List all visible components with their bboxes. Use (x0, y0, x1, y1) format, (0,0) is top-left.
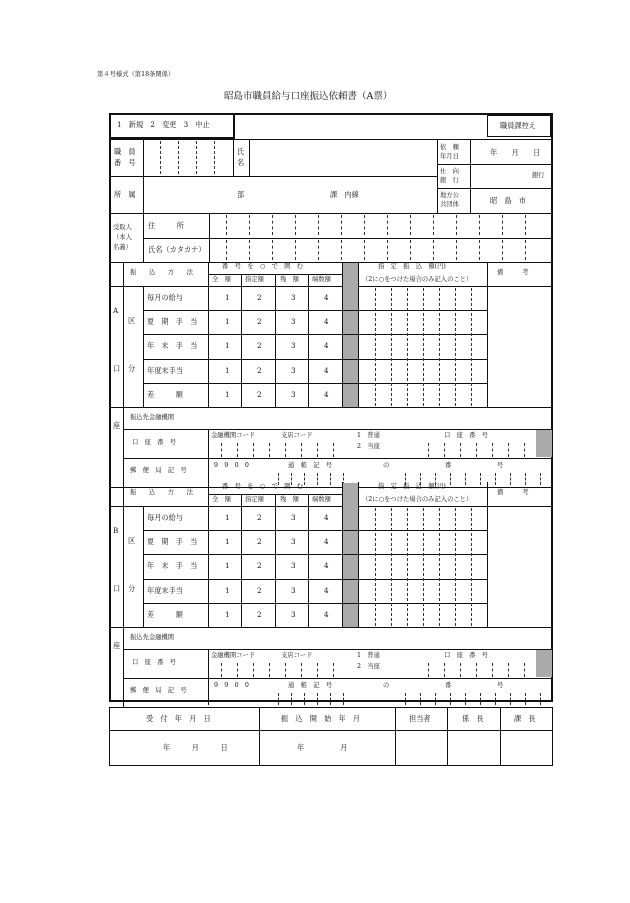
acct-type-1: 1 普通 (357, 652, 380, 659)
transfer-dest-label: 振込先金融機関 (130, 414, 175, 421)
option-number: 2 (257, 586, 262, 595)
dash-line (410, 240, 411, 260)
account-no-label: 口 座 番 号 (132, 439, 177, 446)
designated-amount-label: 指 定 振 込 額(円) (378, 263, 446, 270)
dash-line (433, 215, 434, 235)
shaded-cell (536, 430, 552, 457)
dash-line (221, 443, 222, 457)
go-char: 号 (497, 462, 504, 469)
row-label: 年 末 手 当 (147, 561, 198, 570)
no-char: の (383, 462, 390, 469)
dash-line (249, 240, 250, 260)
dash-line (269, 663, 270, 677)
dash-line (471, 288, 472, 406)
option-number: 1 (225, 513, 230, 522)
grid-line (109, 407, 553, 408)
dash-line (269, 443, 270, 457)
dash-line (405, 693, 406, 705)
grid-line (143, 554, 487, 555)
option-number: 3 (291, 341, 296, 350)
grid-line (143, 310, 487, 311)
option-number: 3 (291, 366, 296, 375)
option-number: 2 (257, 390, 262, 399)
local-gov-label: 地方公 共団体 (440, 192, 459, 208)
dash-line (525, 240, 526, 260)
dash-line (479, 215, 480, 235)
dash-line (301, 663, 302, 677)
kubun-char: 分 (128, 584, 136, 593)
col-header: 残 額 (280, 496, 299, 503)
dash-line (455, 508, 456, 626)
dash-line (272, 240, 273, 260)
dash-line (304, 473, 305, 485)
grid-line (143, 334, 487, 335)
designated-note: （2に○をつけた場合のみ記入のこと） (362, 276, 473, 283)
grid-line (487, 482, 488, 627)
row-label: 年 末 手 当 (147, 341, 198, 350)
shaded-cell (536, 650, 552, 677)
option-number: 2 (257, 293, 262, 302)
passbook-label: 通 帳 記 号 (288, 462, 333, 469)
section-char: 座 (113, 641, 121, 650)
dash-line (285, 663, 286, 677)
option-number: 2 (257, 513, 262, 522)
option-number: 3 (291, 610, 296, 619)
dept-label: 部 (237, 190, 245, 199)
number-label: 番 (445, 682, 452, 689)
acct-type-1: 1 普通 (357, 432, 380, 439)
dash-line (272, 215, 273, 235)
address-label: 住 所 (148, 221, 184, 230)
dash-line (253, 443, 254, 457)
dash-line (317, 473, 318, 485)
option-number: 1 (225, 537, 230, 546)
request-date-label: 依 頼 年月日 (440, 144, 459, 160)
grid-line (143, 603, 487, 604)
dash-line (465, 473, 466, 485)
dash-line (317, 443, 318, 457)
dash-line (465, 693, 466, 705)
dash-line (249, 215, 250, 235)
dash-line (318, 215, 319, 235)
dash-line (387, 240, 388, 260)
dash-line (476, 663, 477, 677)
dash-line (317, 693, 318, 705)
account-no-label: 口 座 番 号 (132, 659, 177, 666)
option-number: 4 (324, 537, 329, 546)
dash-line (502, 215, 503, 235)
acct-no-header: 口 座 番 号 (444, 652, 489, 659)
dash-line (460, 443, 461, 457)
dash-line (420, 693, 421, 705)
employee-no-label: 職 員 番 号 (114, 147, 136, 167)
dash-line (333, 663, 334, 677)
acct-type-2: 2 当座 (357, 443, 380, 450)
option-number: 1 (225, 317, 230, 326)
grid-line (143, 383, 487, 384)
dash-line (435, 693, 436, 705)
col-header: 残 額 (280, 276, 299, 283)
dash-line (471, 508, 472, 626)
dash-line (410, 215, 411, 235)
dash-line (285, 443, 286, 457)
request-date-fields: 年 月 日 (490, 148, 541, 157)
row-label: 年度末手当 (147, 366, 183, 375)
dash-line (343, 693, 344, 705)
dash-line (476, 443, 477, 457)
dash-line (492, 443, 493, 457)
dash-line (510, 473, 511, 485)
options-text: 1 新規 2 変更 3 中止 (117, 120, 210, 129)
option-number: 2 (257, 610, 262, 619)
option-number: 1 (225, 610, 230, 619)
dash-line (341, 215, 342, 235)
start-month-value: 年 月 (297, 743, 348, 752)
dash-line (407, 288, 408, 406)
dash-line (423, 288, 424, 406)
grid-line (123, 482, 124, 628)
postal-code: 9 9 0 0 (214, 462, 249, 469)
dash-line (480, 693, 481, 705)
option-number: 1 (225, 390, 230, 399)
grid-line (123, 678, 553, 679)
dash-line (460, 663, 461, 677)
grid-line (123, 649, 553, 650)
copy-label: 職員課控え (500, 121, 536, 130)
manager-label: 課 長 (514, 714, 536, 723)
grid-line (143, 530, 487, 531)
option-number: 2 (257, 366, 262, 375)
option-number: 2 (257, 537, 262, 546)
dash-line (375, 508, 376, 626)
grid-line (275, 274, 276, 407)
section-char: 口 (113, 584, 121, 593)
form-number: 第４号様式（第18条関係） (97, 71, 175, 78)
option-number: 3 (291, 537, 296, 546)
col-header: 全 額 (212, 496, 231, 503)
col-header: 端数額 (312, 496, 331, 503)
number-label: 番 (445, 462, 452, 469)
option-number: 3 (291, 586, 296, 595)
shaded-column (343, 263, 358, 407)
dash-line (439, 288, 440, 406)
grid-line (308, 274, 309, 407)
dash-line (237, 663, 238, 677)
grid-line (208, 429, 209, 485)
dash-line (226, 215, 227, 235)
option-number: 1 (225, 341, 230, 350)
dash-line (525, 693, 526, 705)
dash-line (524, 663, 525, 677)
designated-note: （2に○をつけた場合のみ記入のこと） (362, 496, 473, 503)
dash-line (428, 663, 429, 677)
row-label: 差 額 (147, 610, 183, 619)
name-label: 氏 名 (237, 147, 245, 167)
dash-line (304, 693, 305, 705)
row-label: 毎月の給与 (147, 293, 183, 302)
remarks-label: 備 考 (497, 269, 529, 276)
option-number: 3 (291, 317, 296, 326)
dash-line (508, 663, 509, 677)
dash-line (495, 473, 496, 485)
dash-line (330, 473, 331, 485)
col-header: 指定額 (245, 276, 264, 283)
option-number: 3 (291, 513, 296, 522)
postal-label: 郵 便 局 記 号 (130, 687, 187, 694)
dash-line (450, 473, 451, 485)
option-number: 2 (257, 317, 262, 326)
branch-code-label: 支店コード (281, 652, 313, 659)
dash-line (444, 443, 445, 457)
dash-line (508, 443, 509, 457)
received-date-value: 年 月 日 (163, 743, 228, 752)
dash-line (456, 215, 457, 235)
dash-line (444, 663, 445, 677)
branch-code-label: 支店コード (281, 432, 313, 439)
dash-line (333, 443, 334, 457)
dash-line (407, 508, 408, 626)
grid-line (123, 429, 553, 430)
form-title: 昭島市職員給与口座振込依頼書（A票） (224, 91, 393, 102)
method-label: 振 込 方 法 (130, 489, 193, 496)
grid-line (308, 494, 309, 627)
dash-line (317, 663, 318, 677)
kubun-char: 区 (128, 536, 136, 545)
dash-line (450, 693, 451, 705)
option-number: 4 (324, 390, 329, 399)
section-letter: A (113, 306, 119, 315)
dash-line (341, 240, 342, 260)
section-letter: B (113, 526, 119, 535)
dash-line (423, 508, 424, 626)
dash-line (278, 693, 279, 705)
section-char: 口 (113, 364, 121, 373)
postal-label: 郵 便 局 記 号 (130, 467, 187, 474)
row-label: 夏 期 手 当 (147, 317, 198, 326)
option-number: 2 (257, 341, 262, 350)
dash-line (525, 473, 526, 485)
bank-suffix: 銀行 (532, 172, 545, 179)
kana-label: 氏名（カタカナ） (148, 245, 206, 254)
grid-line (123, 262, 124, 408)
dash-line (524, 443, 525, 457)
no-char: の (383, 682, 390, 689)
dash-line (295, 240, 296, 260)
circle-instruction: 番 号 を ○ で 囲 む (222, 263, 304, 270)
option-number: 4 (324, 341, 329, 350)
col-header: 端数額 (312, 276, 331, 283)
passbook-label: 通 帳 記 号 (288, 682, 333, 689)
remarks-label: 備 考 (497, 489, 529, 496)
dash-line (391, 288, 392, 406)
row-label: 年度末手当 (147, 586, 183, 595)
shaded-column (343, 483, 358, 627)
dash-line (301, 443, 302, 457)
dash-line (364, 240, 365, 260)
dash-line (456, 240, 457, 260)
designated-amount-label: 指 定 振 込 額(円) (378, 483, 446, 490)
bank-code-label: 金融機関コード (211, 652, 256, 659)
option-number: 4 (324, 513, 329, 522)
grid-line (143, 286, 144, 407)
dash-line (439, 508, 440, 626)
dash-line (237, 443, 238, 457)
dash-line (540, 693, 541, 705)
dash-line (502, 240, 503, 260)
transfer-dest-label: 振込先金融機関 (130, 634, 175, 641)
grid-line (123, 458, 553, 459)
option-number: 4 (324, 610, 329, 619)
grid-line (487, 262, 488, 407)
grid-line (143, 359, 487, 360)
dash-line (492, 663, 493, 677)
grid-line (208, 649, 209, 705)
kubun-char: 区 (128, 316, 136, 325)
dash-line (455, 288, 456, 406)
col-header: 指定額 (245, 496, 264, 503)
dash-line (253, 663, 254, 677)
option-number: 4 (324, 317, 329, 326)
dash-line (375, 288, 376, 406)
option-number: 4 (324, 366, 329, 375)
dash-line (295, 215, 296, 235)
bank-code-label: 金融機関コード (211, 432, 256, 439)
grid-line (109, 627, 553, 628)
grid-line (241, 274, 242, 407)
option-number: 3 (291, 561, 296, 570)
option-number: 4 (324, 586, 329, 595)
dash-line (330, 693, 331, 705)
chief-label: 係 長 (462, 714, 484, 723)
grid-line (143, 506, 144, 627)
start-month-label: 振 込 開 始 年 月 (281, 714, 361, 723)
dash-line (540, 473, 541, 485)
option-number: 1 (225, 586, 230, 595)
option-number: 3 (291, 293, 296, 302)
method-label: 振 込 方 法 (130, 269, 193, 276)
city-name: 昭 島 市 (490, 196, 526, 205)
dash-line (221, 663, 222, 677)
grid-line (123, 627, 124, 707)
dash-line (495, 693, 496, 705)
dash-line (428, 443, 429, 457)
recipient-label: 受取人 （本人 名義） (113, 224, 132, 251)
grid-line (123, 407, 124, 487)
staff-label: 担当者 (409, 714, 431, 723)
dash-line (525, 215, 526, 235)
postal-code: 9 9 0 0 (214, 682, 249, 689)
row-label: 夏 期 手 当 (147, 537, 198, 546)
dash-line (479, 240, 480, 260)
dash-line (291, 693, 292, 705)
grid-line (275, 494, 276, 627)
section-ext-label: 課 内線 (330, 190, 359, 199)
option-number: 4 (324, 561, 329, 570)
row-label: 差 額 (147, 390, 183, 399)
go-char: 号 (497, 682, 504, 689)
option-number: 1 (225, 561, 230, 570)
option-number: 1 (225, 293, 230, 302)
option-number: 3 (291, 390, 296, 399)
option-number: 2 (257, 561, 262, 570)
dash-line (391, 508, 392, 626)
grid-line (109, 707, 553, 708)
dash-line (364, 215, 365, 235)
dash-line (510, 693, 511, 705)
option-number: 1 (225, 366, 230, 375)
grid-line (143, 579, 487, 580)
acct-type-2: 2 当座 (357, 663, 380, 670)
bank-label: 仕 向 銀 行 (440, 168, 459, 184)
dash-line (318, 240, 319, 260)
dash-line (433, 240, 434, 260)
circle-instruction: 番 号 を ○ で 囲 む (222, 483, 304, 490)
acct-no-header: 口 座 番 号 (444, 432, 489, 439)
dash-line (387, 215, 388, 235)
dash-line (226, 240, 227, 260)
col-header: 全 額 (212, 276, 231, 283)
row-label: 毎月の給与 (147, 513, 183, 522)
received-date-label: 受 付 年 月 日 (146, 714, 211, 723)
section-char: 座 (113, 421, 121, 430)
affiliation-label: 所 属 (114, 190, 136, 199)
dash-line (480, 473, 481, 485)
kubun-char: 分 (128, 364, 136, 373)
option-number: 4 (324, 293, 329, 302)
grid-line (241, 494, 242, 627)
